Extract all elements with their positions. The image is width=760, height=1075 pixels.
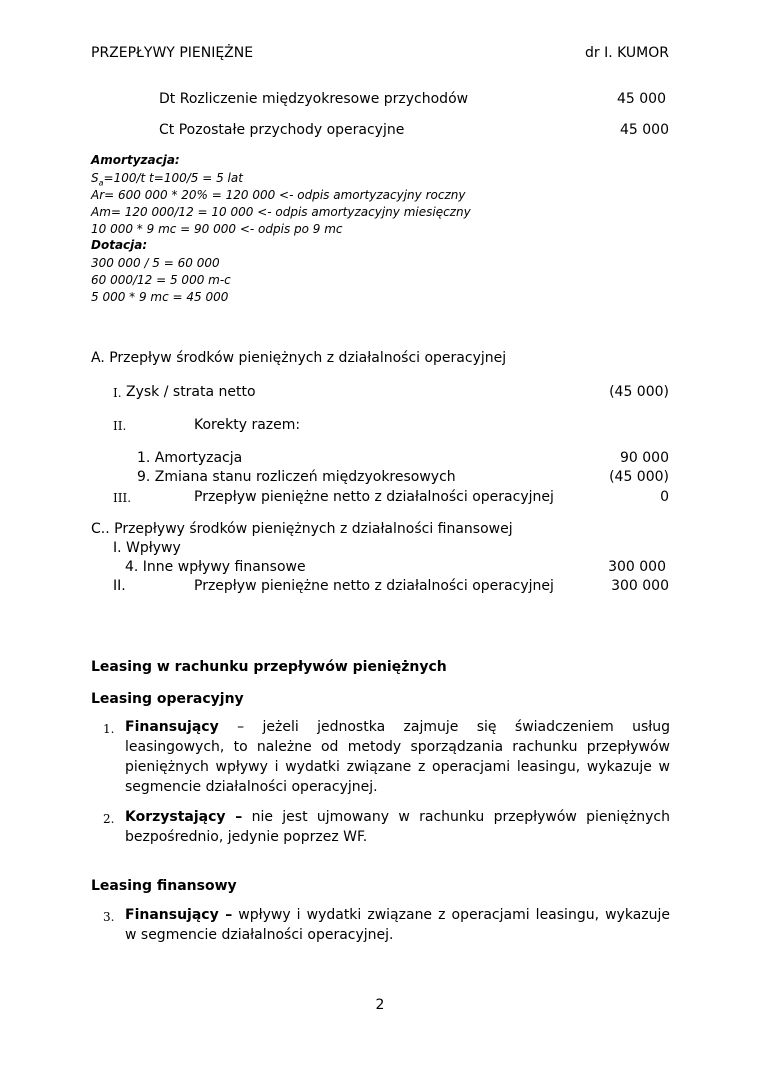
list-number: 1. <box>103 722 115 736</box>
calc-line: 60 000/12 = 5 000 m-c <box>91 273 231 287</box>
entry-credit-amount: 45 000 <box>620 122 669 138</box>
calc-line: 5 000 * 9 mc = 45 000 <box>91 290 229 304</box>
list-number: 2. <box>103 812 115 826</box>
accruals-change-label: 9. Zmiana stanu rozliczeń międzyokresowych <box>137 469 456 485</box>
row-number: I. <box>113 386 122 400</box>
amortization-row-label: 1. Amortyzacja <box>137 450 243 466</box>
amortization-row-value: 90 000 <box>620 450 669 466</box>
other-financial-inflows-label: 4. Inne wpływy finansowe <box>125 559 306 575</box>
row-number: II. <box>113 578 126 594</box>
page-number: 2 <box>375 997 385 1013</box>
list-item: Finansujący – jeżeli jednostka zajmuje się świadczeniem usług leasingowych, to należne od metody sporządzania rachunku przepływów pieniężnych wpływy i wydatki związane z operacjami leasingu, wykazuje w segmencie działalności operacyjnej. <box>125 719 670 795</box>
finance-leasing-heading: Leasing finansowy <box>91 878 237 894</box>
adjustments-label: Korekty razem: <box>194 417 301 433</box>
list-item: Korzystający – nie jest ujmowany w rachunku przepływów pieniężnych bezpośrednio, jedynie poprzez WF. <box>125 809 670 845</box>
calc-line: Am= 120 000/12 = 10 000 <- odpis amortyzacyjny miesięczny <box>91 205 471 219</box>
other-financial-inflows-value: 300 000 <box>608 559 666 575</box>
calc-line: 300 000 / 5 = 60 000 <box>91 256 220 270</box>
financial-net-label: Przepływ pieniężne netto z działalności operacyjnej <box>194 578 554 594</box>
operating-net-label: Przepływ pieniężne netto z działalności operacyjnej <box>194 489 554 505</box>
header-author: dr I. KUMOR <box>585 45 669 61</box>
list-item: Finansujący – wpływy i wydatki związane z operacjami leasingu, wykazuje w segmencie działalności operacyjnej. <box>125 907 670 943</box>
section-c-title: C.. Przepływy środków pieniężnych z działalności finansowej <box>91 521 513 537</box>
entry-debit-label: Dt Rozliczenie międzyokresowe przychodów <box>159 91 469 107</box>
calc-line: Ar= 600 000 * 20% = 120 000 <- odpis amortyzacyjny roczny <box>91 188 466 202</box>
leasing-heading: Leasing w rachunku przepływów pieniężnych <box>91 659 447 675</box>
subsidy-title: Dotacja: <box>91 238 148 252</box>
accruals-change-value: (45 000) <box>609 469 669 485</box>
section-a-title: A. Przepływ środków pieniężnych z działalności operacyjnej <box>91 350 507 366</box>
amortization-title: Amortyzacja: <box>91 153 180 167</box>
financial-net-value: 300 000 <box>611 578 669 594</box>
entry-credit-label: Ct Pozostałe przychody operacyjne <box>159 122 405 138</box>
calc-line: $S_a=100/t$ t=100/5 = 5 lat <box>91 171 243 188</box>
inflows-label: I. Wpływy <box>113 540 181 556</box>
operating-net-value: 0 <box>660 489 669 505</box>
operating-leasing-heading: Leasing operacyjny <box>91 691 244 707</box>
net-profit-label: Zysk / strata netto <box>126 384 256 400</box>
row-number: III. <box>113 491 132 505</box>
header-title: PRZEPŁYWY PIENIĘŻNE <box>91 45 254 61</box>
net-profit-value: (45 000) <box>609 384 669 400</box>
list-number: 3. <box>103 910 115 924</box>
entry-debit-amount: 45 000 <box>617 91 666 107</box>
calc-line: 10 000 * 9 mc = 90 000 <- odpis po 9 mc <box>91 222 343 236</box>
row-number: II. <box>113 419 127 433</box>
